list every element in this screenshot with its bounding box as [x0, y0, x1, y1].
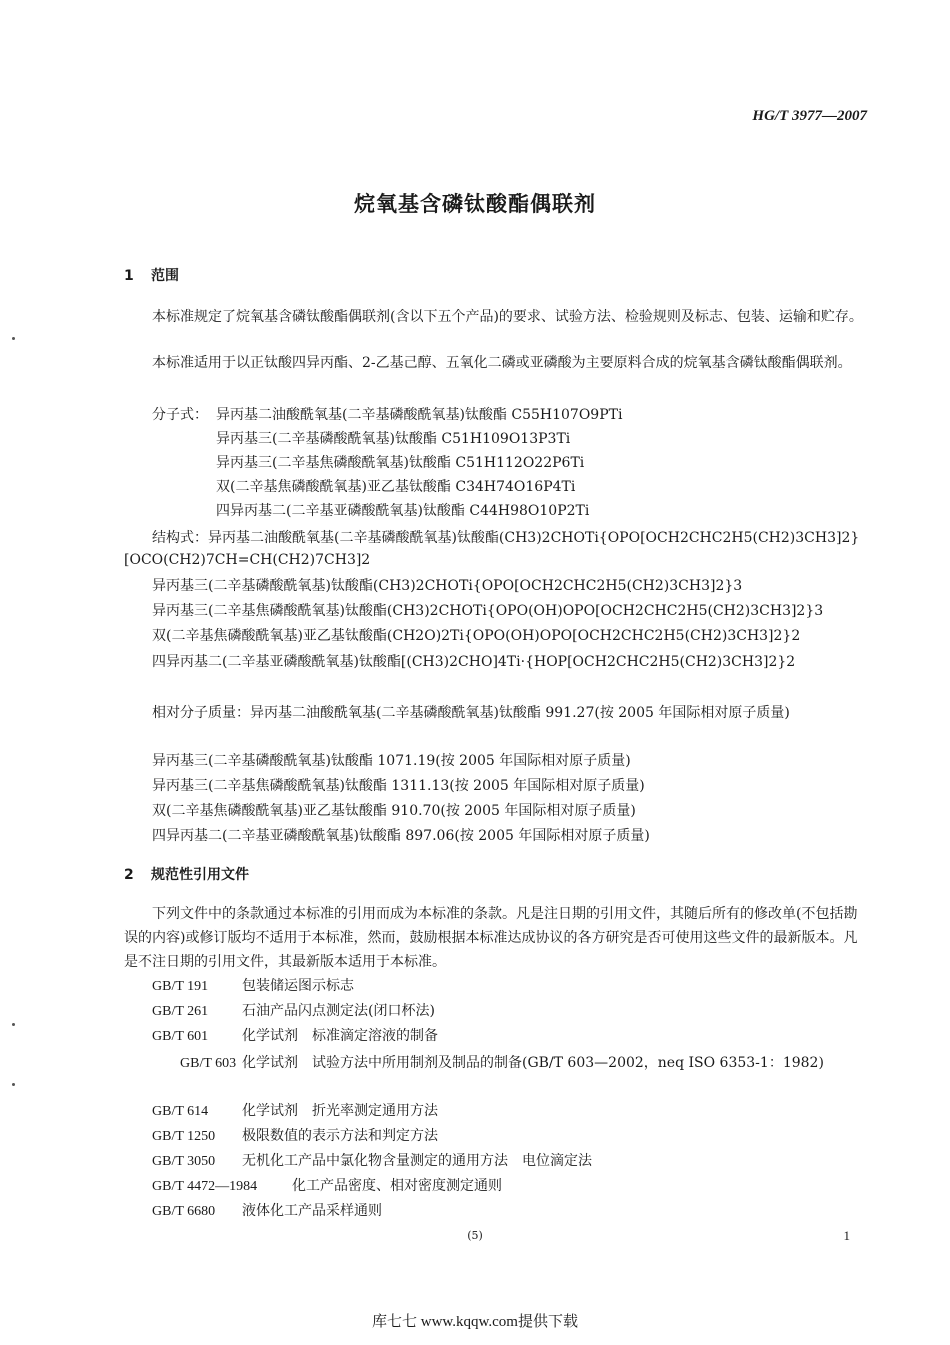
reference-item [152, 1026, 438, 1047]
reference-title: 化学试剂 试验方法中所用制剂及制品的制备(GB/T 603—2002，neq ISO 6353-1：1982) [242, 1055, 824, 1071]
section-number: 2 [124, 867, 134, 883]
molecular-mass: 异丙基三(二辛基焦磷酸酰氧基)钛酸酯 1311.13(按 2005 年国际相对原子质量) [152, 778, 645, 794]
structure-formula: 四异丙基二(二辛基亚磷酸酰氧基)钛酸酯[(CH3)2CHO]4Ti·{HOP[OCH2CHC2H5(CH2)3CH3]2}2 [152, 654, 796, 670]
reference-title: 包装储运图示标志 [242, 978, 354, 994]
reference-item [152, 1201, 382, 1222]
reference-code: GB/T 603 [180, 1056, 237, 1071]
reference-title: 极限数值的表示方法和判定方法 [242, 1128, 438, 1144]
structure-formula: 异丙基三(二辛基磷酸酰氧基)钛酸酯(CH3)2CHOTi{OPO[OCH2CHC2H5(CH2)3CH3]2}3 [152, 578, 743, 594]
reference-item [152, 1176, 502, 1197]
scope-paragraph-2: 本标准适用于以正钛酸四异丙酯、2-乙基己醇、五氧化二磷或亚磷酸为主要原料合成的烷氧基含磷钛酸酯偶联剂。 [152, 355, 852, 371]
scan-speck [12, 1023, 15, 1026]
structure-formula: 双(二辛基焦磷酸酰氧基)亚乙基钛酸酯(CH2O)2Ti{OPO(OH)OPO[OCH2CHC2H5(CH2)3CH3]2}2 [152, 628, 801, 644]
formula-line: 双(二辛基焦磷酸酰氧基)亚乙基钛酸酯 C34H74O16P4Ti [216, 479, 576, 495]
structure-formula: 结构式：异丙基二油酸酰氧基(二辛基磷酸酰氧基)钛酸酯(CH3)2CHOTi{OPO[OCH2CHC2H5(CH2)3CH3]2}[OCO(CH2)7CH=CH(CH2)7CH3]2 [124, 530, 860, 568]
reference-title: 化学试剂 折光率测定通用方法 [242, 1103, 438, 1119]
reference-title: 无机化工产品中氯化物含量测定的通用方法 电位滴定法 [242, 1153, 592, 1169]
section-title: 规范性引用文件 [151, 867, 249, 883]
reference-title: 化工产品密度、相对密度测定通则 [292, 1178, 502, 1194]
references-paragraph: 下列文件中的条款通过本标准的引用而成为本标准的条款。凡是注日期的引用文件，其随后所有的修改单(不包括勘误的内容)或修订版均不适用于本标准，然而，鼓励根据本标准达成协议的各方研究是否可使用这些文件的最新版本。凡是不注日期的引用文件，其最新版本适用于本标准。 [124, 906, 858, 970]
reference-item [152, 976, 354, 997]
reference-code: GB/T 1250 [152, 1129, 216, 1144]
scan-speck [12, 1083, 15, 1086]
reference-code: GB/T 601 [152, 1029, 209, 1044]
section-2-heading [124, 864, 249, 884]
formula-line: 异丙基二油酸酰氧基(二辛基磷酸酰氧基)钛酸酯 C55H107O9PTi [216, 407, 623, 423]
reference-title: 石油产品闪点测定法(闭口杯法) [242, 1003, 435, 1019]
reference-code: GB/T 191 [152, 979, 209, 994]
reference-item [152, 1101, 438, 1122]
download-watermark: 库七七 www.kqqw.com提供下载 [372, 1314, 578, 1330]
molecular-mass: 相对分子质量：异丙基二油酸酰氧基(二辛基磷酸酰氧基)钛酸酯 991.27(按 2005 年国际相对原子质量) [152, 705, 790, 721]
reference-item [152, 1151, 592, 1172]
molecular-mass: 四异丙基二(二辛基亚磷酸酰氧基)钛酸酯 897.06(按 2005 年国际相对原子质量) [152, 828, 650, 844]
reference-title: 化学试剂 标准滴定溶液的制备 [242, 1028, 438, 1044]
formula-line: 四异丙基二(二辛基亚磷酸酰氧基)钛酸酯 C44H98O10P2Ti [216, 503, 590, 519]
molecular-mass: 双(二辛基焦磷酸酰氧基)亚乙基钛酸酯 910.70(按 2005 年国际相对原子质量) [152, 803, 636, 819]
standard-code: HG/T 3977—2007 [752, 108, 867, 124]
reference-title: 液体化工产品采样通则 [242, 1203, 382, 1219]
reference-code: GB/T 3050 [152, 1154, 216, 1169]
scope-paragraph-1: 本标准规定了烷氧基含磷钛酸酯偶联剂(含以下五个产品)的要求、试验方法、检验规则及标志、包装、运输和贮存。 [152, 309, 863, 325]
section-title: 范围 [151, 268, 179, 284]
reference-code: GB/T 614 [152, 1104, 209, 1119]
page-code: (5) [467, 1229, 483, 1242]
reference-code: GB/T 6680 [152, 1204, 216, 1219]
reference-code: GB/T 4472—1984 [152, 1179, 258, 1194]
reference-item [124, 1051, 864, 1076]
molecular-mass: 异丙基三(二辛基磷酸酰氧基)钛酸酯 1071.19(按 2005 年国际相对原子质量) [152, 753, 631, 769]
section-number: 1 [124, 268, 134, 284]
formula-line: 异丙基三(二辛基磷酸酰氧基)钛酸酯 C51H109O13P3Ti [216, 431, 571, 447]
formula-label: 分子式： [152, 407, 208, 423]
page-number: 1 [843, 1228, 850, 1243]
scan-speck [12, 337, 15, 340]
reference-item [152, 1001, 435, 1022]
reference-code: GB/T 261 [152, 1004, 209, 1019]
document-title: 烷氧基含磷钛酸酯偶联剂 [354, 192, 596, 216]
section-1-heading [124, 265, 179, 285]
reference-item [152, 1126, 438, 1147]
structure-formula: 异丙基三(二辛基焦磷酸酰氧基)钛酸酯(CH3)2CHOTi{OPO(OH)OPO[OCH2CHC2H5(CH2)3CH3]2}3 [152, 603, 824, 619]
formula-line: 异丙基三(二辛基焦磷酸酰氧基)钛酸酯 C51H112O22P6Ti [216, 455, 585, 471]
